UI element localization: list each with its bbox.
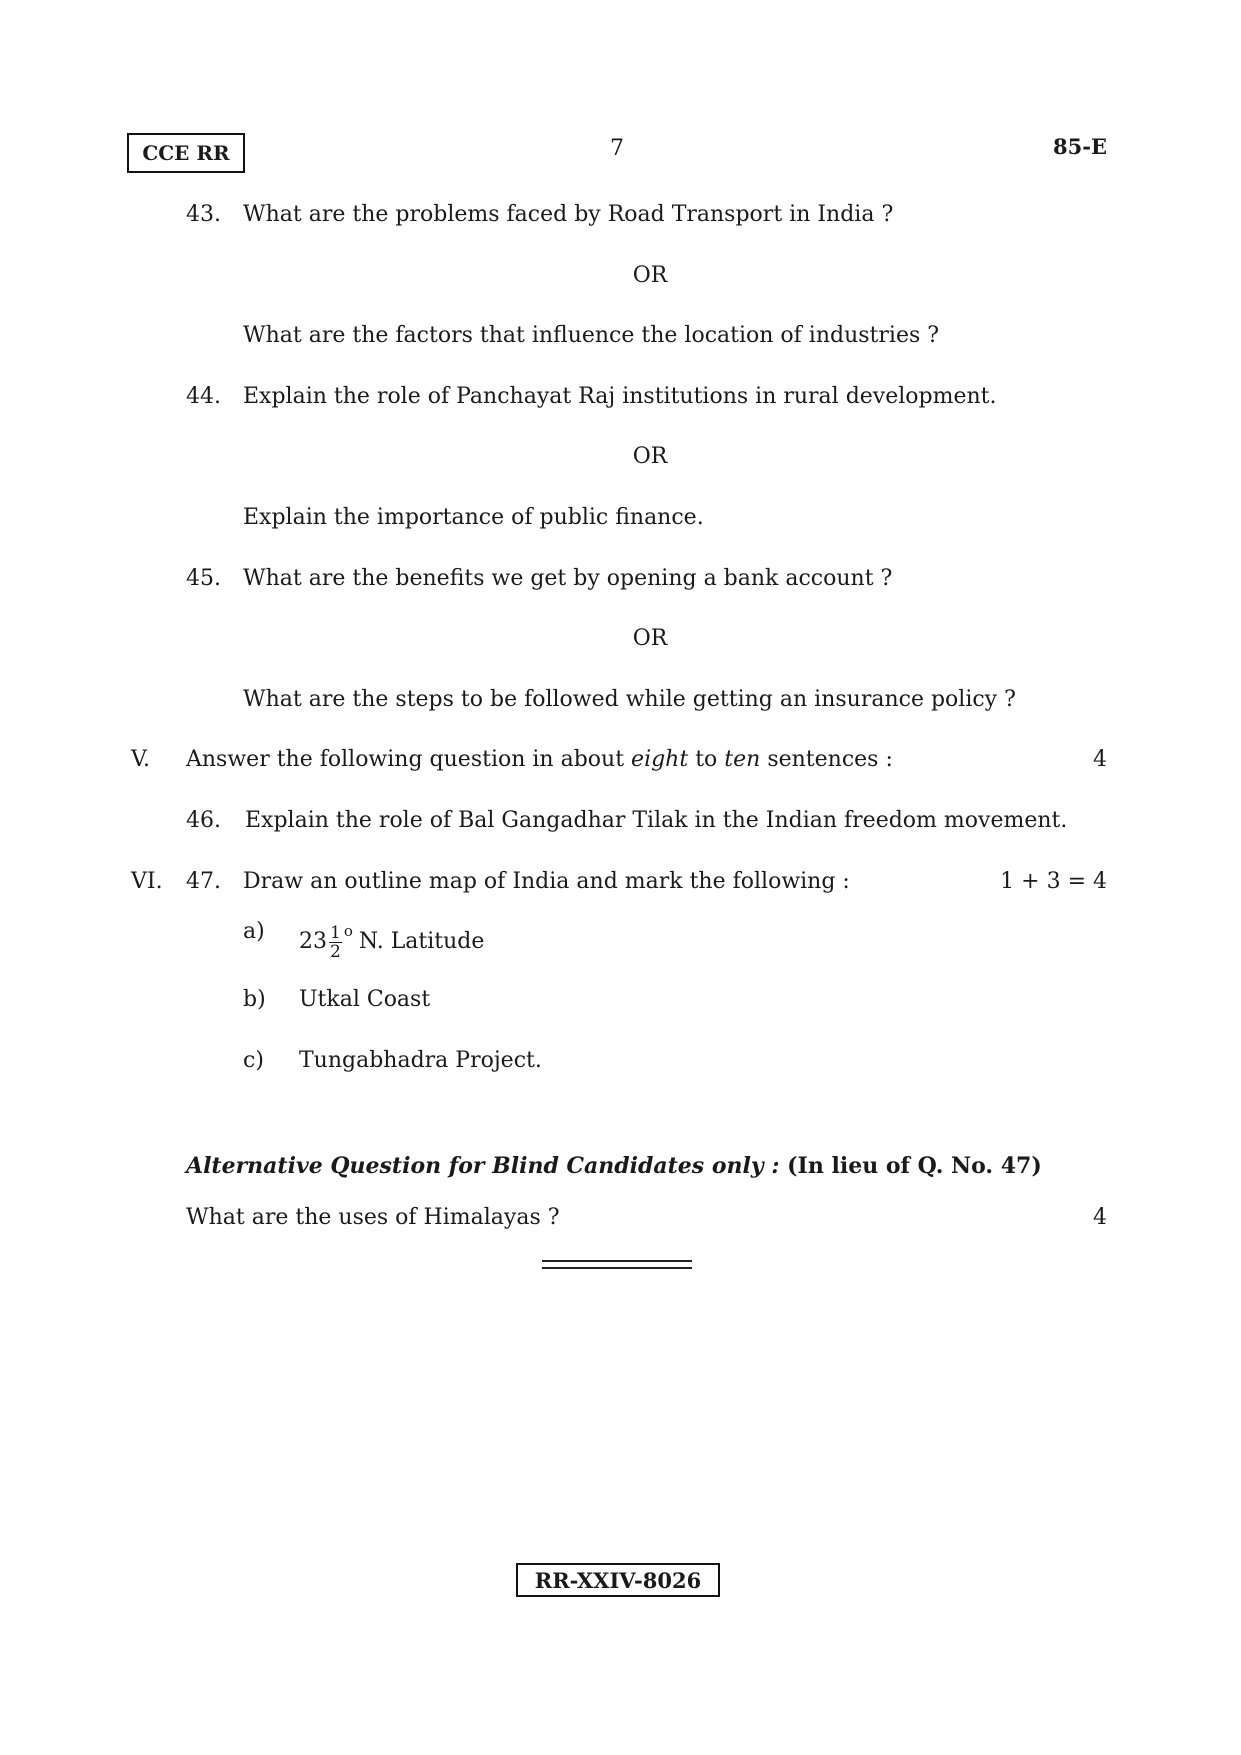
list-item-text: Utkal Coast: [299, 987, 431, 1012]
question-number: 45.: [186, 566, 221, 591]
paper-code: 85-E: [1053, 134, 1107, 159]
instruction-mid: to: [695, 747, 718, 772]
alternative-marks: 4: [1093, 1205, 1107, 1230]
list-item-text: Tungabhadra Project.: [299, 1048, 542, 1073]
alternative-question: What are the uses of Himalayas ?: [186, 1205, 560, 1230]
section-vi-marks: 1 + 3 = 4: [1000, 869, 1107, 894]
fraction-numerator: 1: [330, 922, 341, 943]
or-separator: OR: [632, 626, 668, 651]
list-item-latitude: [299, 907, 484, 966]
question-alt-text: What are the steps to be followed while getting an insurance policy ?: [243, 687, 1016, 712]
list-item-label: c): [243, 1048, 264, 1073]
header-code-box: [127, 133, 245, 173]
question-number: 44.: [186, 384, 221, 409]
question-text: Draw an outline map of India and mark the following :: [243, 869, 850, 894]
latitude-text: N. Latitude: [358, 929, 485, 954]
question-number: 47.: [186, 869, 221, 894]
section-vi-roman: VI.: [131, 869, 163, 894]
alternative-title: [186, 1153, 1042, 1179]
or-separator: OR: [632, 263, 668, 288]
question-number: 43.: [186, 202, 221, 227]
question-text: Explain the role of Panchayat Raj institutions in rural development.: [243, 384, 997, 409]
section-v-roman: V.: [131, 747, 151, 772]
or-separator: OR: [632, 444, 668, 469]
latitude-whole: 23: [299, 929, 327, 954]
section-v-marks: 4: [1093, 747, 1107, 772]
footer-code-box: [516, 1563, 720, 1597]
list-item-label: b): [243, 987, 266, 1012]
instruction-post: sentences :: [767, 747, 893, 772]
degree-symbol: o: [343, 922, 353, 940]
header-code: CCE RR: [142, 141, 230, 165]
question-alt-text: Explain the importance of public finance.: [243, 505, 704, 530]
page-number: 7: [610, 136, 624, 161]
alternative-title-rest: (In lieu of Q. No. 47): [787, 1153, 1042, 1179]
section-v-instruction: [186, 746, 893, 774]
question-number: 46.: [186, 808, 221, 833]
fraction: [329, 924, 342, 961]
instruction-pre: Answer the following question in about: [186, 747, 625, 772]
question-text: Explain the role of Bal Gangadhar Tilak in the Indian freedom movement.: [245, 808, 1068, 833]
footer-code: RR-XXIV-8026: [534, 1567, 702, 1593]
question-text: What are the benefits we get by opening a bank account ?: [243, 566, 893, 591]
fraction-denominator: 2: [330, 941, 341, 962]
list-item-label: a): [243, 919, 265, 944]
question-alt-text: What are the factors that influence the location of industries ?: [243, 323, 940, 348]
end-double-rule: [542, 1260, 692, 1269]
alternative-title-italic: Alternative Question for Blind Candidates only :: [186, 1153, 780, 1179]
instruction-em2: ten: [724, 747, 761, 772]
question-text: What are the problems faced by Road Transport in India ?: [243, 202, 894, 227]
instruction-em1: eight: [631, 747, 689, 772]
